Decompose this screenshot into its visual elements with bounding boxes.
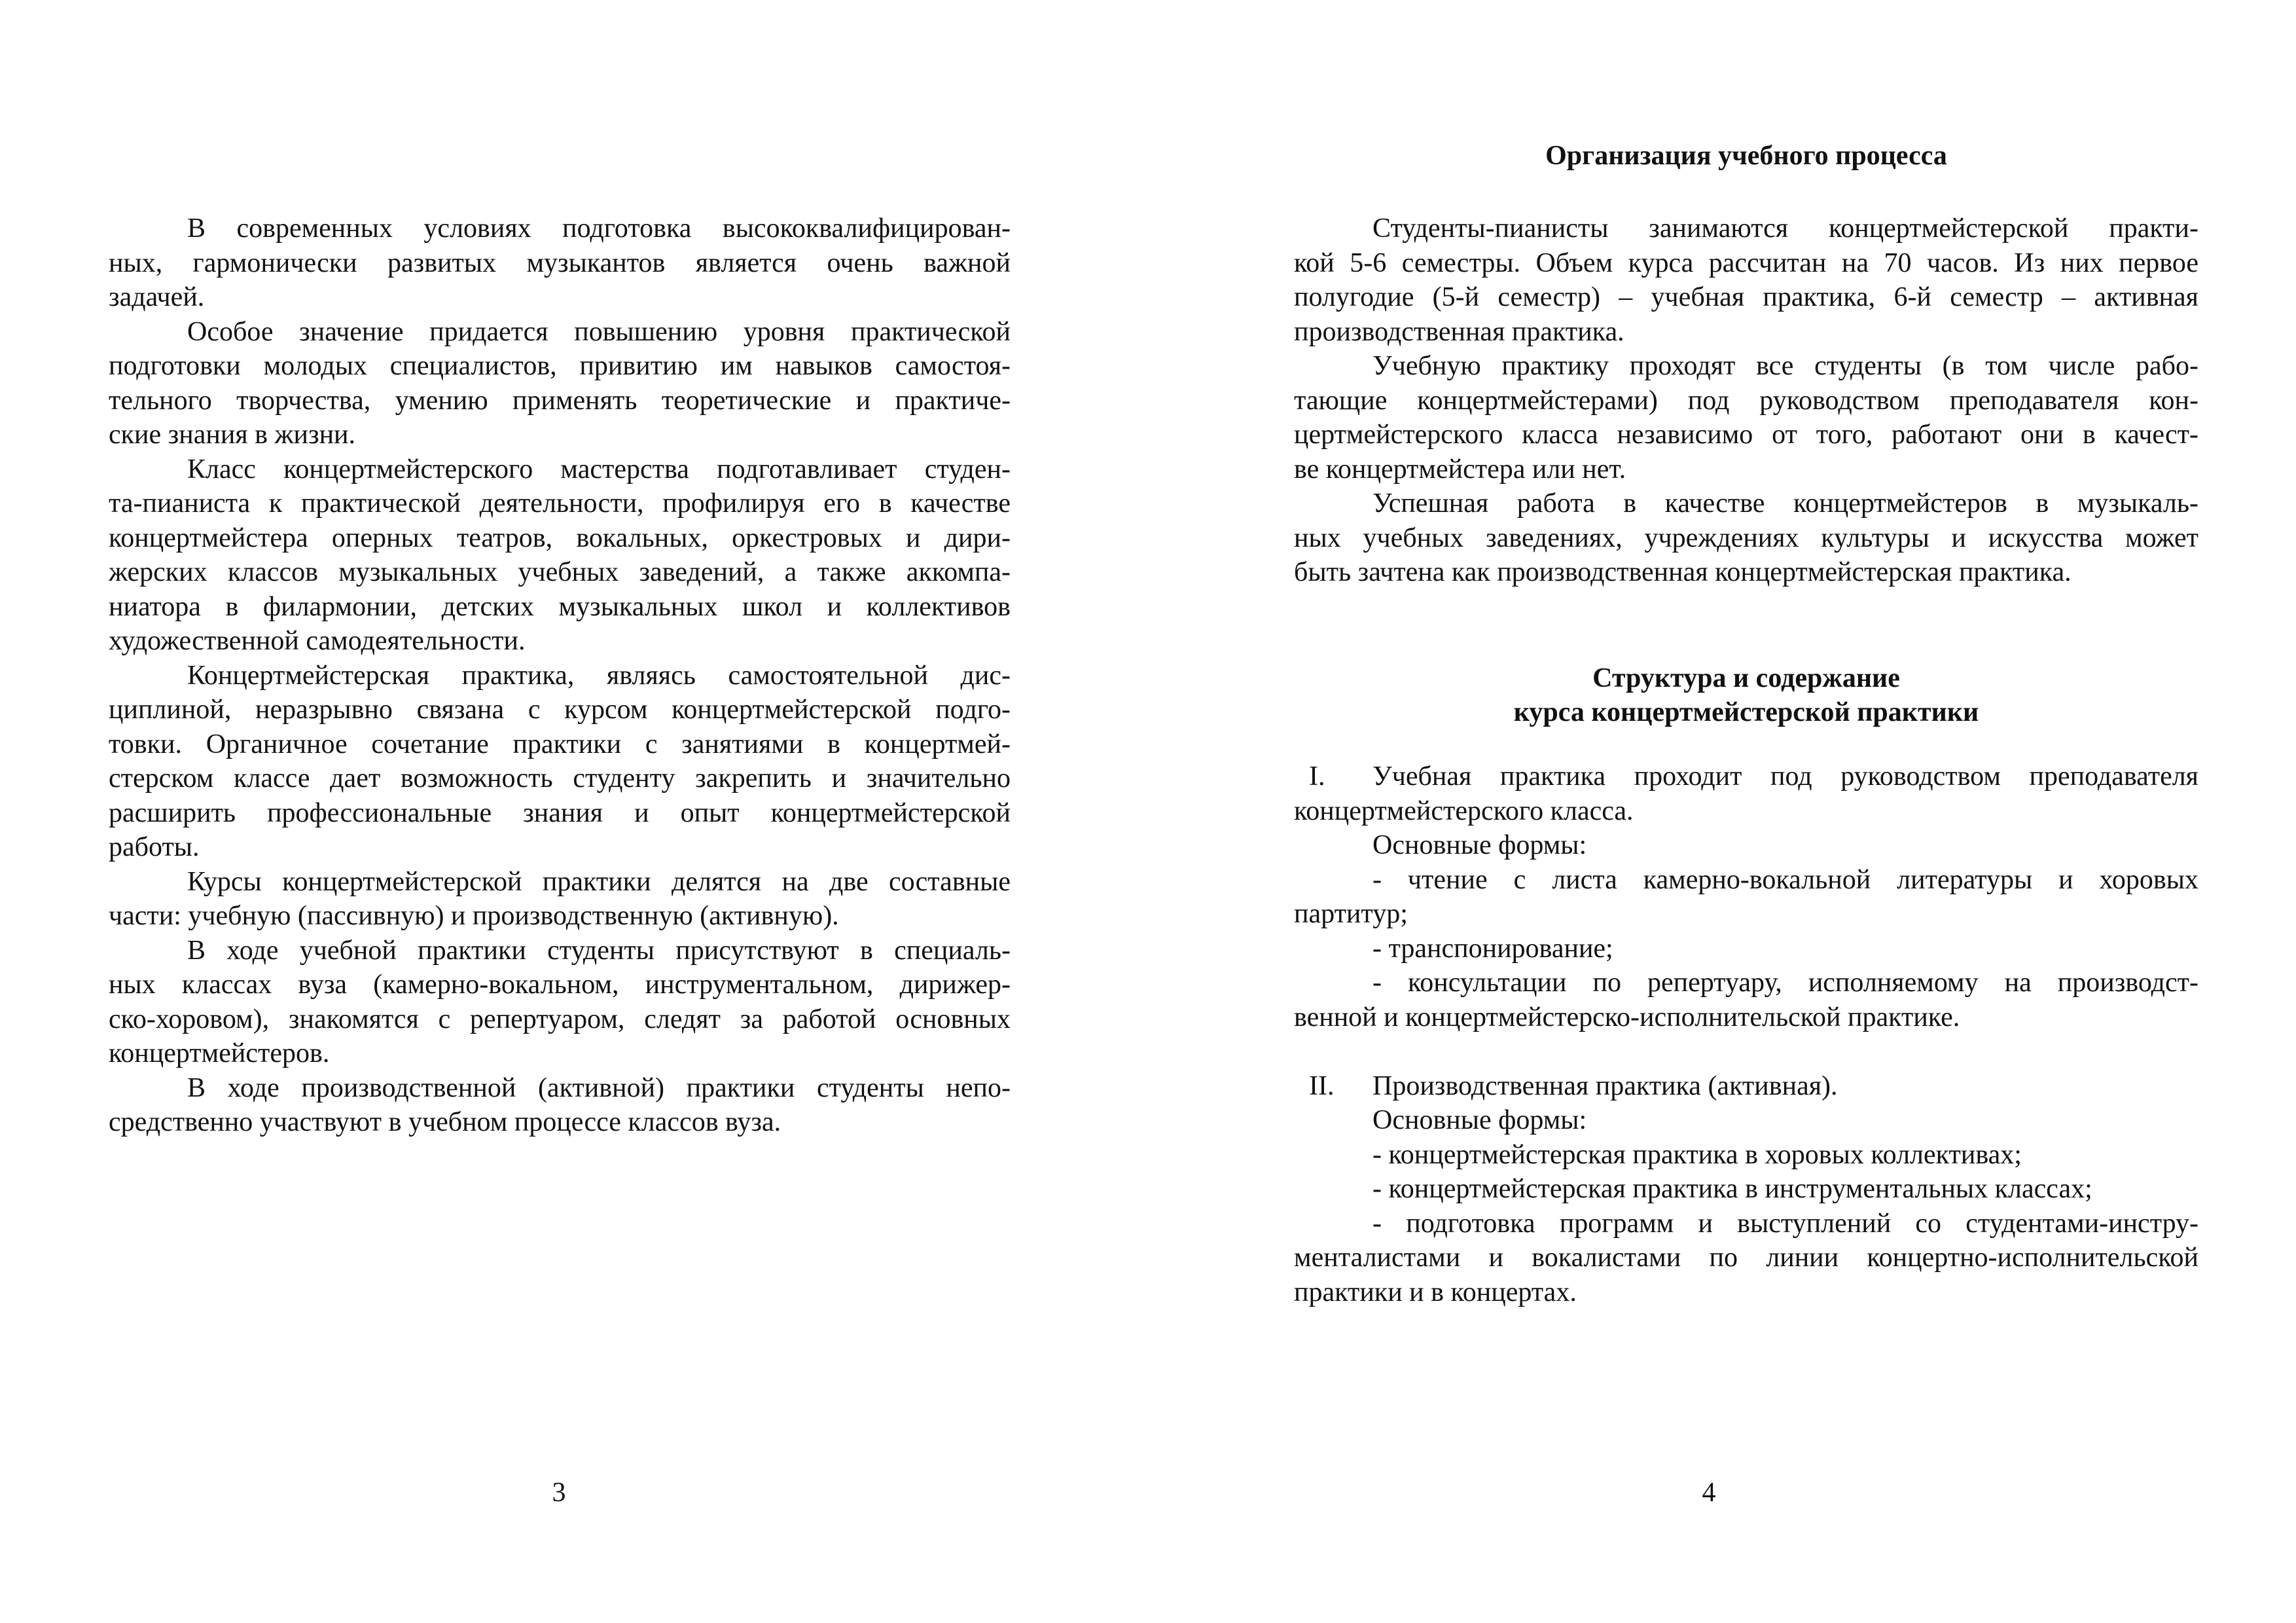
paragraph-line: средственно участвуют в учебном процессе классов вуза. [109, 1107, 781, 1137]
paragraph-line: тающие концертмейстерами) под руководством преподавателя кон- [1294, 385, 2198, 416]
paragraph-line: художественной самодеятельности. [109, 626, 526, 656]
paragraph-line: та-пианиста к практической деятельности, профилируя его в качестве [109, 488, 1011, 519]
section-2-item-2: - концертмейстерская практика в инструментальных классах; [1372, 1174, 2092, 1204]
paragraph-line: полугодие (5-й семестр) – учебная практика, 6-й семестр – активная [1294, 282, 2198, 312]
organization-section [1294, 211, 2198, 590]
heading-structure-line-2: курса концертмейстерской практики [1513, 697, 1979, 727]
paragraph-line: товки. Органичное сочетание практики с занятиями в концертмей- [109, 729, 1011, 759]
left-page-body [109, 211, 1011, 1140]
heading-organization: Организация учебного процесса [1545, 141, 1947, 171]
paragraph-line: расширить профессиональные знания и опыт концертмейстерской [109, 797, 1011, 828]
paragraph-line: цертмейстерского класса независимо от того, работают они в качест- [1294, 420, 2198, 450]
paragraph-line: работы. [109, 832, 200, 862]
paragraph-line: Студенты-пианисты занимаются концертмейстерской практи- [1372, 213, 2198, 244]
section-2-line-1 [1294, 1069, 2198, 1104]
paragraph-line: ных учебных заведениях, учреждениях культуры и искусства может [1294, 522, 2198, 553]
section-1-line-1 [1294, 759, 2198, 794]
paragraph-line: концертмейстеров. [109, 1038, 330, 1068]
section-1-text: Учебная практика проходит под руководством преподавателя [1372, 761, 2198, 792]
paragraph-line: В современных условиях подготовка высококвалифицирован- [187, 213, 1011, 244]
section-2-item-3a: - подготовка программ и выступлений со студентами-инстру- [1372, 1208, 2198, 1239]
paragraph-line: циплиной, неразрывно связана с курсом концертмейстерской подго- [109, 695, 1011, 725]
paragraph-line: Концертмейстерская практика, являясь самостоятельной дис- [187, 660, 1011, 691]
paragraph-line: В ходе производственной (активной) практики студенты непо- [187, 1072, 1011, 1103]
paragraph-line: ных классах вуза (камерно-вокальном, инструментальном, дирижер- [109, 970, 1011, 1000]
paragraph-line: ские знания в жизни. [109, 420, 356, 450]
paragraph-line: быть зачтена как производственная концертмейстерская практика. [1294, 557, 2072, 587]
paragraph-line: Класс концертмейстерского мастерства подготавливает студен- [187, 454, 1011, 484]
section-1-line-2: концертмейстерского класса. [1294, 795, 1634, 826]
paragraph-line: жерских классов музыкальных учебных заведений, а также аккомпа- [109, 557, 1011, 587]
page-number-left: 3 [552, 1478, 566, 1508]
paragraph-line: ных, гармонически развитых музыкантов является очень важной [109, 247, 1011, 278]
structure-section [1294, 759, 2198, 1309]
paragraph-line: ниатора в филармонии, детских музыкальных школ и коллективов [109, 591, 1011, 622]
heading-structure [1294, 661, 2198, 729]
section-2-forms-label: Основные формы: [1372, 1105, 1587, 1135]
paragraph-line: ве концертмейстера или нет. [1294, 454, 1626, 484]
right-page-body [1294, 211, 2198, 590]
page-number-right: 4 [1702, 1478, 1716, 1508]
section-2-item-1: - концертмейстерская практика в хоровых коллективах; [1372, 1139, 2022, 1170]
paragraph-line: Успешная работа в качестве концертмейстеров в музыкаль- [1372, 488, 2198, 519]
section-1-item-1a: - чтение с листа камерно-вокальной литературы и хоровых [1372, 864, 2198, 895]
paragraph-line: Особое значение придается повышению уровня практической [187, 316, 1011, 347]
paragraph-line: Курсы концертмейстерской практики делятся на две составные [187, 866, 1011, 897]
paragraph-line: тельного творчества, умению применять теоретические и практиче- [109, 385, 1011, 416]
section-2-text: Производственная практика (активная). [1372, 1070, 1838, 1101]
section-2-numeral: II. [1309, 1070, 1335, 1101]
paragraph-line: части: учебную (пассивную) и производственную (активную). [109, 901, 839, 931]
paragraph-line: подготовки молодых специалистов, привитию им навыков самостоя- [109, 351, 1011, 381]
section-1-numeral: I. [1309, 761, 1325, 792]
paragraph-line: Учебную практику проходят все студенты (в том числе рабо- [1372, 351, 2198, 381]
paragraph-line: задачей. [109, 282, 205, 312]
section-1-item-1b: партитур; [1294, 899, 1408, 929]
section-1-item-3a: - консультации по репертуару, исполняемому на производст- [1372, 968, 2198, 998]
paragraph-line: производственная практика. [1294, 316, 1624, 347]
paragraph-line: В ходе учебной практики студенты присутствуют в специаль- [187, 935, 1011, 966]
paragraph-line: концертмейстера оперных театров, вокальных, оркестровых и дири- [109, 522, 1011, 553]
paragraph-line: ско-хоровом), знакомятся с репертуаром, следят за работой основных [109, 1004, 1011, 1034]
section-2-item-3c: практики и в концертах. [1294, 1277, 1577, 1307]
section-1-item-3b: венной и концертмейстерско-исполнительской практике. [1294, 1002, 1960, 1032]
section-2-item-3b: менталистами и вокалистами по линии концертно-исполнительской [1294, 1243, 2198, 1273]
right-page [1148, 0, 2296, 1623]
section-1-forms-label: Основные формы: [1372, 830, 1587, 860]
section-1-item-2: - транспонирование; [1372, 933, 1613, 964]
paragraph-line: стерском классе дает возможность студенту закрепить и значительно [109, 763, 1011, 793]
paragraph-line: кой 5-6 семестры. Объем курса рассчитан на 70 часов. Из них первое [1294, 247, 2198, 278]
heading-structure-line-1: Структура и содержание [1592, 663, 1900, 693]
